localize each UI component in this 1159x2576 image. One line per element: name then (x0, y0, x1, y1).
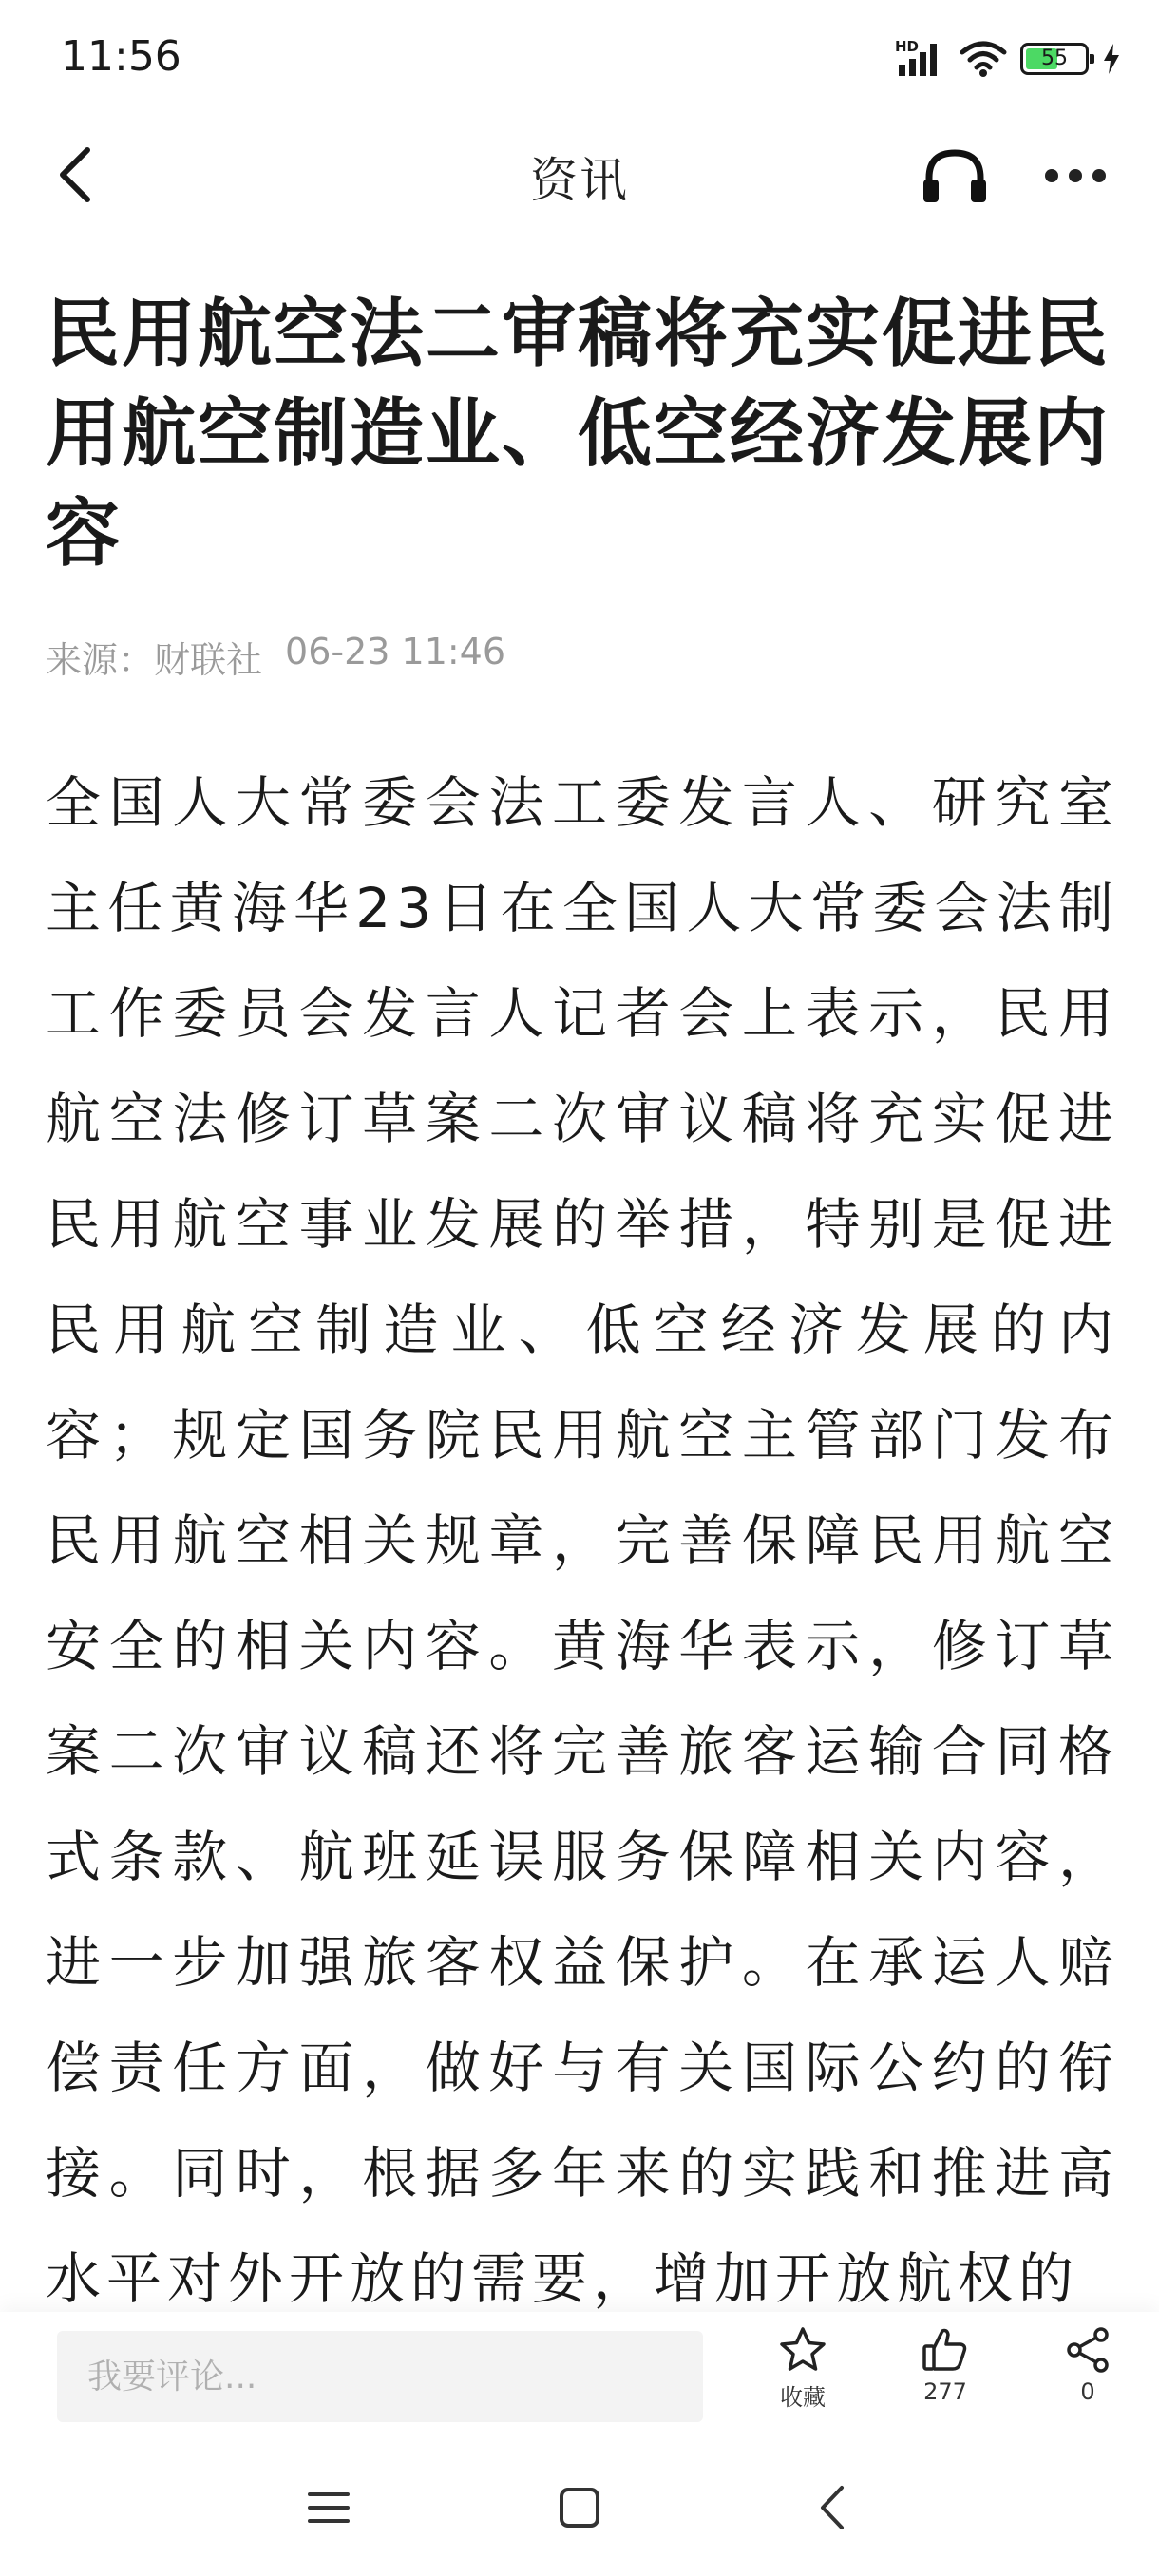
article-source: 来源：财联社 (46, 639, 263, 681)
signal-icon (895, 40, 946, 78)
back-arrow-icon (55, 146, 97, 203)
home-square-icon (558, 2486, 601, 2529)
system-nav-bar (0, 2435, 1159, 2576)
status-time: 11:56 (61, 32, 181, 81)
status-icons (895, 36, 1121, 82)
like-button[interactable] (893, 2325, 998, 2430)
star-icon (778, 2325, 827, 2375)
favorite-button[interactable] (750, 2325, 855, 2430)
headphone-icon (922, 147, 988, 204)
share-count: 0 (1080, 2378, 1095, 2405)
comment-bar (0, 2312, 1159, 2435)
share-button[interactable] (1036, 2325, 1140, 2430)
wifi-icon (960, 40, 1007, 78)
share-icon (1063, 2325, 1112, 2375)
listen-button[interactable] (918, 139, 992, 213)
more-dots-icon (1044, 168, 1107, 183)
comment-input[interactable] (57, 2331, 703, 2422)
status-bar (0, 0, 1159, 114)
like-count: 277 (923, 2378, 967, 2405)
more-button[interactable] (1037, 142, 1113, 209)
network-type-label: HD (895, 38, 920, 55)
charging-icon (1102, 43, 1121, 75)
home-button[interactable] (542, 2470, 618, 2546)
nav-bar (0, 114, 1159, 237)
battery-percent: 55 (1041, 47, 1068, 70)
favorite-label: 收藏 (780, 2384, 826, 2411)
article-meta (46, 631, 505, 683)
page-title: 资讯 (530, 153, 629, 208)
menu-icon (306, 2489, 352, 2527)
battery-icon (1020, 43, 1089, 75)
thumbs-up-icon (921, 2325, 970, 2375)
system-back-button[interactable] (794, 2470, 870, 2546)
recent-apps-button[interactable] (291, 2470, 367, 2546)
back-chevron-icon (813, 2484, 851, 2531)
back-button[interactable] (42, 141, 110, 209)
article-body: 全国人大常委会法工委发言人、研究室主任黄海华23日在全国人大常委会法制工作委员会发言人记者会上表示，民用航空法修订草案二次审议稿将充实促进民用航空事业发展的举措，特别是促进民用航空制造业、低空经济发展的内容；规定国务院民用航空主管部门发布民用航空相关规章，完善保障民用航空安全的相关内容。黄海华表示，修订草案二次审议稿还将完善旅客运输合同格式条款、航班延误服务保障相关内容，进一步加强旅客权益保护。在承运人赔偿责任方面，做好与有关国际公约的衔接。同时，根据多年来的实践和推进高水平对外开放的需要，增加开放航权的 (46, 770, 1119, 2311)
article-title: 民用航空法二审稿将充实促进民用航空制造业、低空经济发展内容 (46, 292, 1111, 577)
article-datetime: 06-23 11:46 (285, 631, 506, 672)
